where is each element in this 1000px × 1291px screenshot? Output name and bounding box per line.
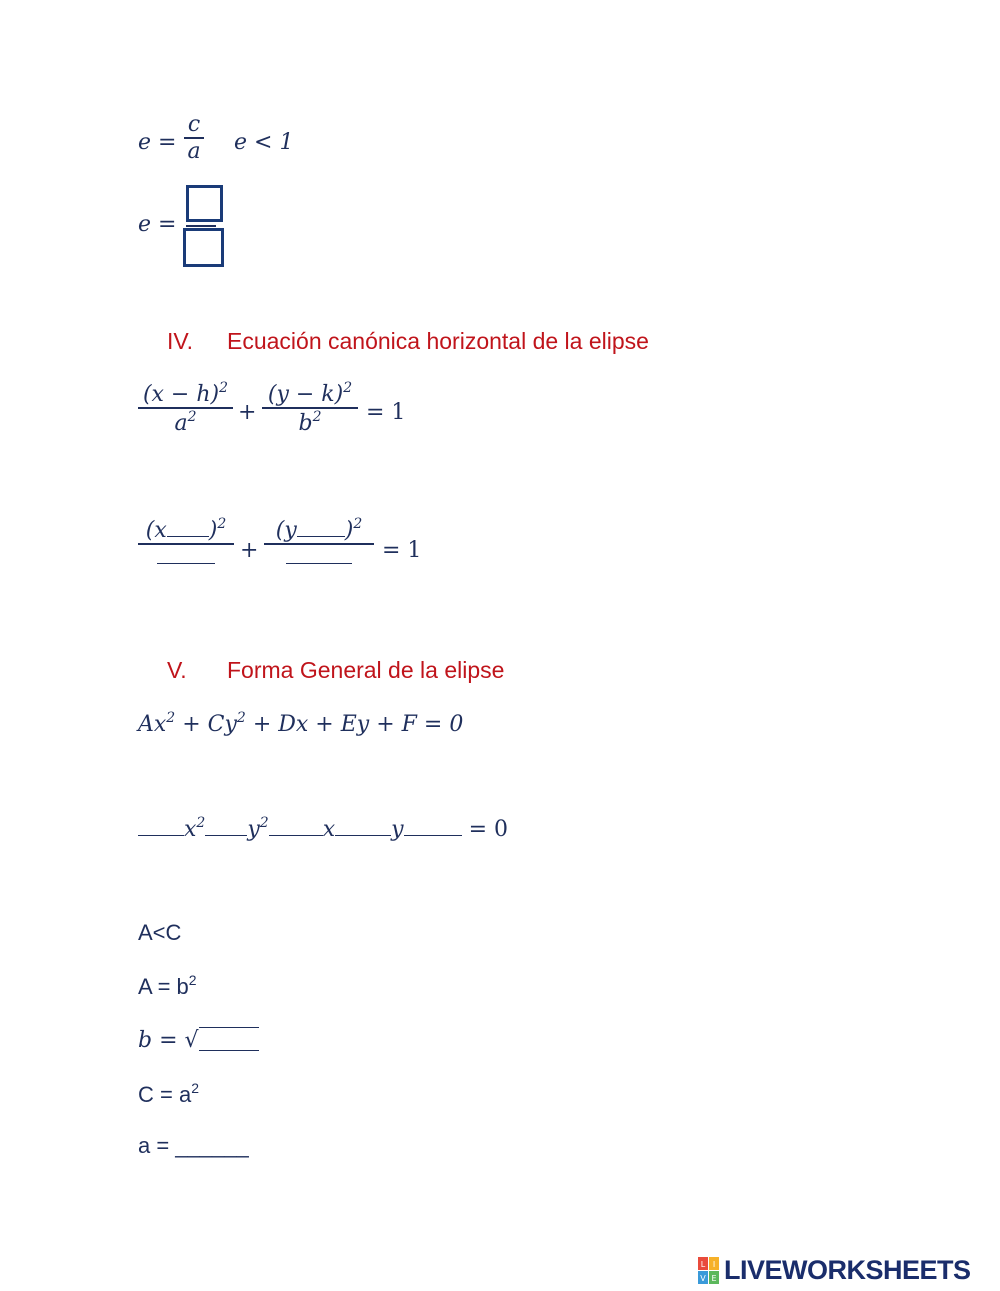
- eccentricity-numerator: c: [187, 112, 201, 137]
- logo-text: LIVEWORKSHEETS: [724, 1255, 971, 1285]
- var-y: y: [247, 817, 260, 842]
- k-blank[interactable]: [297, 518, 345, 537]
- a-coef-blank[interactable]: [138, 817, 184, 836]
- plus-sign: +: [240, 538, 259, 563]
- logo-blocks-icon: [698, 1257, 720, 1285]
- eccentricity-input-lhs: e =: [138, 212, 177, 237]
- liveworksheets-logo: [698, 1255, 971, 1286]
- eccentricity-condition: e < 1: [234, 130, 294, 155]
- exponent: 2: [187, 408, 197, 425]
- c-coef-blank[interactable]: [205, 817, 247, 836]
- term-a: Ax: [138, 712, 167, 737]
- term-numerator: (y − k): [267, 382, 344, 407]
- a-value-blank[interactable]: a = ______: [138, 1133, 249, 1158]
- eccentricity-denominator: a: [187, 138, 201, 164]
- exponent: 2: [217, 516, 227, 532]
- term-denominator: a: [174, 410, 188, 436]
- eccentricity-fraction: [184, 112, 204, 164]
- term-numerator-var: (x: [145, 518, 167, 543]
- b-squared-blank[interactable]: [286, 545, 352, 564]
- comparison-note: A<C: [138, 920, 182, 945]
- term-rest: + Dx + Ey + F = 0: [252, 712, 464, 737]
- exponent: 2: [343, 380, 353, 396]
- svg-text:E: E: [711, 1273, 717, 1283]
- general-form-formula: [138, 710, 463, 737]
- term-numerator-var: (y: [275, 518, 297, 543]
- section-number: V.: [167, 657, 187, 683]
- canonical-fill-term-x: [138, 516, 234, 573]
- section-number: IV.: [167, 328, 194, 354]
- sqrt-expression: b = √: [138, 1028, 199, 1053]
- svg-text:L: L: [700, 1259, 706, 1269]
- canonical-term-x: [138, 380, 233, 436]
- note-text: A = b: [138, 974, 189, 999]
- plus-sign: +: [238, 400, 257, 425]
- section-title: Ecuación canónica horizontal de la elipse: [227, 328, 649, 354]
- fraction-bar: [186, 225, 216, 227]
- numerator-input-box[interactable]: [186, 185, 223, 222]
- exponent: 2: [191, 1080, 199, 1096]
- canonical-term-y: [262, 380, 358, 436]
- b-equals-sqrt: [138, 1027, 259, 1053]
- canonical-fill-term-y: [264, 516, 374, 573]
- f-coef-blank[interactable]: [404, 817, 462, 836]
- exponent: 2: [353, 516, 363, 532]
- h-blank[interactable]: [167, 518, 209, 537]
- term-numerator: (x − h): [142, 382, 220, 407]
- svg-text:V: V: [700, 1273, 706, 1283]
- equals-one: = 1: [366, 400, 406, 425]
- exponent: 2: [312, 408, 322, 425]
- exponent: 2: [259, 815, 269, 831]
- equals-one: = 1: [382, 538, 422, 563]
- var-x: x: [322, 817, 336, 842]
- exponent: 2: [166, 710, 176, 726]
- exponent: 2: [219, 380, 229, 396]
- svg-text:I: I: [712, 1259, 716, 1269]
- equals-zero: = 0: [468, 817, 508, 842]
- a-squared-blank[interactable]: [157, 545, 215, 564]
- var-x: x: [184, 817, 197, 842]
- term-c: + Cy: [182, 712, 237, 737]
- exponent: 2: [196, 815, 206, 831]
- close-paren: ): [344, 518, 354, 543]
- general-form-fill: [138, 815, 508, 842]
- exponent: 2: [188, 972, 197, 988]
- var-y: y: [391, 817, 404, 842]
- denominator-input-box[interactable]: [183, 228, 224, 267]
- d-coef-blank[interactable]: [269, 817, 323, 836]
- e-coef-blank[interactable]: [335, 817, 391, 836]
- a-equals-b-squared: [138, 972, 197, 1000]
- c-equals-a-squared: [138, 1080, 199, 1108]
- sqrt-blank[interactable]: [199, 1027, 259, 1051]
- eccentricity-lhs: e =: [138, 130, 177, 155]
- term-denominator: b: [298, 410, 313, 436]
- exponent: 2: [236, 710, 246, 726]
- close-paren: ): [208, 518, 218, 543]
- note-text: C = a: [138, 1082, 192, 1107]
- section-title: Forma General de la elipse: [227, 657, 505, 683]
